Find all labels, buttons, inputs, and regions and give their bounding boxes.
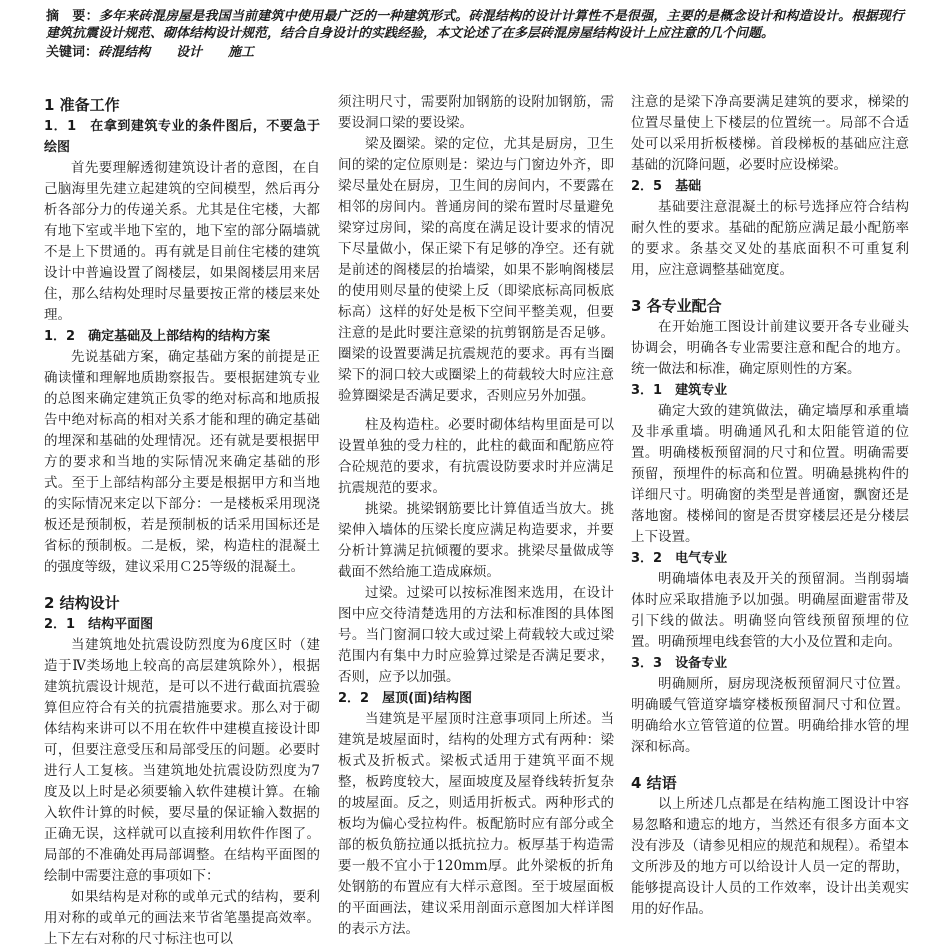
section-heading: 3 各专业配合 — [631, 297, 722, 315]
body-paragraph: 梁及圈梁。梁的定位，尤其是厨房，卫生间的梁的定位原则是：梁边与门窗边外齐，即梁尽量处在厨房，卫生间的房间内，不要露在相邻的房间内。普通房间的梁布置时尽量避免梁穿过房间，梁的高度在满足设计要求的情况下尽量做小，保正梁下有足够的净空。还有就是前述的阁楼层的抬墙梁，如果不影响阁楼层的使用则尽量的使梁上反（即梁底标高同板底标高）这样的好处是板下空间平整美观，但要注意的是此时要注意梁的抗剪钢筋是否足够。圈梁的设置要满足抗震规范的要求。再有当圈梁下的洞口较大或圈梁上的荷载较大时应注意验算圈梁是否满足要求，否则应另外加强。 — [338, 136, 614, 404]
body-paragraph: 明确厕所，厨房现浇板预留洞尺寸位置。明确暖气管道穿墙穿楼板预留洞尺寸和位置。明确给水立管管道的位置。明确给排水管的埋深和标高。 — [631, 676, 909, 755]
body-paragraph: 基础要注意混凝土的标号选择应符合结构耐久性的要求。基础的配筋应满足最小配筋率的要求。条基交叉处的基底面积不可重复利用，应注意调整基础宽度。 — [631, 199, 909, 278]
abstract-text: 多年来砖混房屋是我国当前建筑中使用最广泛的一种建筑形式。砖混结构的设计计算性不是很强，主要的是概念设计和构造设计。根据现行建筑抗震设计规范、砌体结构设计规范，结合自身设计的实践经验，本文论述了在多层砖混房屋结构设计上应注意的几个问题。 — [46, 9, 904, 41]
body-paragraph: 当建筑地处抗震设防烈度为6度区时（建造于Ⅳ类场地上较高的高层建筑除外），根据建筑抗震设计规范，是可以不进行截面抗震验算但应符合有关的抗震措施要求。那么对于砌体结构来讲可以不用在软件中建模直接设计即可，但要注意受压和局部受压的问题。必要时进行人工复核。当建筑地处抗震设防烈度为7度及以上时是必须要输入软件建模计算。在输入软件计算的时候，要尽量的保证输入数据的正确无误，这样就可以直接利用软件作图了。局部的不准确处再局部调整。在结构平面图的绘制中需要注意的事项如下： — [44, 637, 320, 884]
body-paragraph: 先说基础方案，确定基础方案的前提是正确读懂和理解地质勘察报告。要根据建筑专业的总图来确定建筑正负零的绝对标高和地质报告中绝对标高的相对关系才能和理的确定基础的埋深和基础的处理情况。还有就是要根据甲方的要求和当地的实际情况来确定基础的形式。至于上部结构部分主要是根据甲方和当地的实际情况来定以下部分：一是楼板采用现浇板还是预制板，若是预制板的话采用国标还是省标的预制板。二是板，梁，构造柱的混凝土的强度等级，建议采用Ｃ25等级的混凝土。 — [44, 349, 320, 575]
keywords-text: 砖混结构 设计 施工 — [98, 45, 255, 60]
abstract-label: 摘 要： — [46, 9, 99, 24]
body-paragraph: 须注明尺寸，需要附加钢筋的设附加钢筋，需要设洞口梁的要设梁。 — [338, 94, 614, 131]
body-paragraph: 当建筑是平屋顶时注意事项同上所述。当建筑是坡屋面时，结构的处理方式有两种：梁板式及折板式。梁板式适用于建筑平面不规整，板跨度较大，屋面坡度及屋脊线转折复杂的坡屋面。反之，则适用折板式。两种形式的板均为偏心受拉构件。板配筋时应有部分或全部的板负筋拉通以抵抗拉力。板厚基于构造需要一般不宜小于120mm厚。此外梁板的折角处钢筋的布置应有大样示意图。至于坡屋面板的平面画法，建议采用剖面示意图加大样详图的表示方法。 — [338, 711, 614, 937]
subsection-heading: 2．2 屋顶(面)结构图 — [338, 691, 472, 706]
body-paragraph: 注意的是梁下净高要满足建筑的要求，梯梁的位置尽量使上下楼层的位置统一。局部不合适处可以采用折板楼梯。首段梯板的基础应注意基础的沉降问题，必要时应设梯梁。 — [631, 94, 909, 173]
section-heading: 2 结构设计 — [44, 594, 120, 612]
body-paragraph: 确定大致的建筑做法，确定墙厚和承重墙及非承重墙。明确通风孔和太阳能管道的位置。明确楼板预留洞的尺寸和位置。明确需要预留，预埋件的标高和位置。明确悬挑构件的详细尺寸。明确窗的类型是普通窗，飘窗还是落地窗。楼梯间的窗是否贯穿楼层还是分楼层上下设置。 — [631, 403, 909, 545]
subsection-heading: 1．2 确定基础及上部结构的结构方案 — [44, 329, 271, 344]
abstract-block — [46, 8, 904, 61]
subsection-heading: 2．5 基础 — [631, 179, 702, 194]
subsection-heading: 1．1 在拿到建筑专业的条件图后，不要急于绘图 — [44, 119, 320, 155]
body-paragraph: 过梁。过梁可以按标准图来选用，在设计图中应交待清楚选用的方法和标准图的具体图号。当门窗洞口较大或过梁上荷载较大或过梁范围内有集中力时应验算过梁是否满足要求，否则，应予以加强。 — [338, 585, 614, 685]
subsection-heading: 3．3 设备专业 — [631, 656, 728, 671]
column-2 — [338, 92, 614, 937]
section-heading: 4 结语 — [631, 774, 677, 792]
body-paragraph: 在开始施工图设计前建议要开各专业碰头协调会，明确各专业需要注意和配合的地方。统一做法和标准，确定原则性的方案。 — [631, 319, 909, 377]
abstract-paragraph — [46, 8, 904, 42]
section-heading: 1 准备工作 — [44, 96, 120, 114]
body-paragraph: 挑梁。挑梁钢筋要比计算值适当放大。挑梁伸入墙体的压梁长度应满足构造要求，并要分析计算满足抗倾覆的要求。挑梁尽量做成等截面不然给施工造成麻烦。 — [338, 501, 614, 580]
keywords-line — [46, 44, 904, 61]
keywords-label: 关键词： — [46, 45, 99, 60]
subsection-heading: 3．1 建筑专业 — [631, 383, 728, 398]
body-paragraph: 柱及构造柱。必要时砌体结构里面是可以设置单独的受力柱的，此柱的截面和配筋应符合砼规范的要求，有抗震设防要求时并应满足抗震规范的要求。 — [338, 417, 614, 496]
body-paragraph: 首先要理解透彻建筑设计者的意图，在自己脑海里先建立起建筑的空间模型，然后再分析各部分力的传递关系。尤其是住宅楼，大都有地下室或半地下室的，地下室的部分隔墙就不是上下贯通的。再有就是目前住宅楼的建筑设计中普遍设置了阁楼层，如果阁楼层用来居住，那么结构处理时尽量要按正常的楼层来处理。 — [44, 160, 320, 323]
column-1 — [44, 94, 320, 947]
subsection-heading: 2．1 结构平面图 — [44, 617, 154, 632]
body-paragraph: 如果结构是对称的或单元式的结构，要利用对称的或单元的画法来节省笔墨提高效率。上下左右对称的尺寸标注也可以 — [44, 889, 320, 947]
column-3 — [631, 92, 909, 917]
subsection-heading: 3．2 电气专业 — [631, 551, 728, 566]
body-paragraph: 以上所述几点都是在结构施工图设计中容易忽略和遗忘的地方，当然还有很多方面本文没有涉及（请参见相应的规范和规程）。希望本文所涉及的地方可以给设计人员一定的帮助，能够提高设计人员的工作效率，设计出美观实用的好作品。 — [631, 796, 909, 917]
body-paragraph: 明确墙体电表及开关的预留洞。当削弱墙体时应采取措施予以加强。明确屋面避雷带及引下线的做法。明确竖向管线预留预埋的位置。明确预埋电线套管的大小及位置和走向。 — [631, 571, 909, 650]
